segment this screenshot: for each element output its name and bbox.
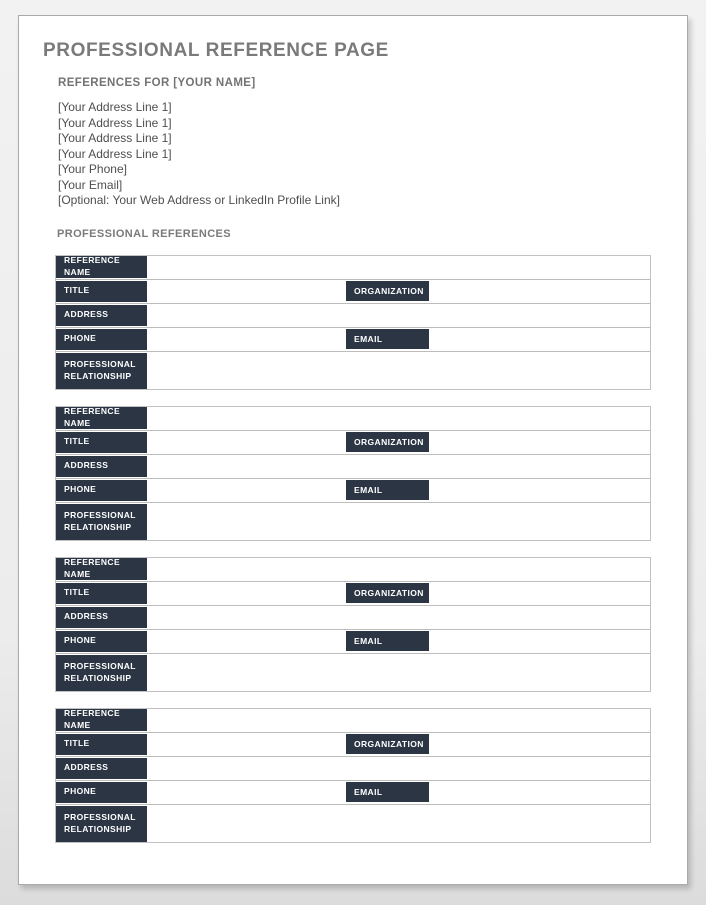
reference-name-field[interactable] [148, 709, 650, 732]
reference-name-field[interactable] [148, 407, 650, 430]
title-field[interactable] [148, 431, 346, 454]
phone-line: [Your Phone] [58, 162, 127, 176]
relationship-row [56, 804, 650, 842]
reference-name-label: REFERENCE NAME [56, 709, 148, 732]
organization-field[interactable] [429, 280, 650, 303]
relationship-row [56, 351, 650, 389]
relationship-row [56, 502, 650, 540]
organization-label: ORGANIZATION [346, 281, 429, 301]
relationship-row [56, 653, 650, 691]
relationship-field[interactable] [148, 654, 650, 691]
address-line: [Your Address Line 1] [58, 115, 172, 130]
phone-email-row [56, 629, 650, 653]
phone-label: PHONE [56, 328, 148, 351]
relationship-field[interactable] [148, 352, 650, 389]
title-label: TITLE [56, 733, 148, 756]
title-organization-row [56, 430, 650, 454]
title-field[interactable] [148, 733, 346, 756]
reference-name-row [56, 256, 650, 279]
relationship-label: PROFESSIONAL RELATIONSHIP [56, 654, 148, 691]
email-field[interactable] [429, 479, 650, 502]
address-line: [Your Address Line 1] [58, 100, 172, 114]
phone-label: PHONE [56, 781, 148, 804]
email-label: EMAIL [346, 480, 429, 500]
address-label: ADDRESS [56, 455, 148, 478]
organization-field[interactable] [429, 582, 650, 605]
address-row [56, 303, 650, 327]
relationship-label: PROFESSIONAL RELATIONSHIP [56, 352, 148, 389]
reference-name-label: REFERENCE NAME [56, 407, 148, 430]
address-label: ADDRESS [56, 606, 148, 629]
professional-references-heading: PROFESSIONAL REFERENCES [57, 227, 232, 240]
phone-email-row [56, 780, 650, 804]
organization-label: ORGANIZATION [346, 583, 429, 603]
address-line: [Your Address Line 1] [58, 131, 172, 145]
address-line: [Your Address Line 1] [58, 146, 172, 161]
organization-field[interactable] [429, 431, 650, 454]
phone-field[interactable] [148, 479, 346, 502]
phone-email-row [56, 327, 650, 351]
email-field[interactable] [429, 781, 650, 804]
title-field[interactable] [148, 582, 346, 605]
reference-name-row [56, 709, 650, 732]
title-label: TITLE [56, 280, 148, 303]
organization-field[interactable] [429, 733, 650, 756]
organization-label: ORGANIZATION [346, 432, 429, 452]
reference-block [55, 708, 651, 843]
relationship-field[interactable] [148, 805, 650, 842]
title-organization-row [56, 581, 650, 605]
address-row [56, 756, 650, 780]
address-row [56, 454, 650, 478]
phone-label: PHONE [56, 479, 148, 502]
phone-label: PHONE [56, 630, 148, 653]
organization-label: ORGANIZATION [346, 734, 429, 754]
email-field[interactable] [429, 328, 650, 351]
phone-email-row [56, 478, 650, 502]
page-title: PROFESSIONAL REFERENCE PAGE [43, 40, 389, 61]
email-line: [Your Email] [58, 177, 123, 192]
address-label: ADDRESS [56, 757, 148, 780]
title-organization-row [56, 279, 650, 303]
phone-field[interactable] [148, 630, 346, 653]
reference-name-row [56, 558, 650, 581]
reference-blocks [55, 255, 651, 843]
phone-field[interactable] [148, 781, 346, 804]
reference-name-field[interactable] [148, 558, 650, 581]
document-page [18, 15, 688, 885]
contact-info [58, 100, 687, 209]
address-field[interactable] [148, 304, 650, 327]
title-field[interactable] [148, 280, 346, 303]
address-field[interactable] [148, 606, 650, 629]
reference-name-field[interactable] [148, 256, 650, 279]
references-for-heading: REFERENCES FOR [YOUR NAME] [58, 77, 256, 89]
reference-block [55, 557, 651, 692]
title-organization-row [56, 732, 650, 756]
address-field[interactable] [148, 455, 650, 478]
email-label: EMAIL [346, 782, 429, 802]
reference-block [55, 255, 651, 390]
relationship-field[interactable] [148, 503, 650, 540]
address-label: ADDRESS [56, 304, 148, 327]
relationship-label: PROFESSIONAL RELATIONSHIP [56, 805, 148, 842]
reference-name-label: REFERENCE NAME [56, 256, 148, 279]
email-label: EMAIL [346, 631, 429, 651]
reference-name-row [56, 407, 650, 430]
phone-field[interactable] [148, 328, 346, 351]
email-field[interactable] [429, 630, 650, 653]
address-field[interactable] [148, 757, 650, 780]
reference-name-label: REFERENCE NAME [56, 558, 148, 581]
email-label: EMAIL [346, 329, 429, 349]
address-row [56, 605, 650, 629]
reference-block [55, 406, 651, 541]
web-address-line: [Optional: Your Web Address or LinkedIn Profile Link] [58, 193, 340, 207]
title-label: TITLE [56, 582, 148, 605]
title-label: TITLE [56, 431, 148, 454]
relationship-label: PROFESSIONAL RELATIONSHIP [56, 503, 148, 540]
